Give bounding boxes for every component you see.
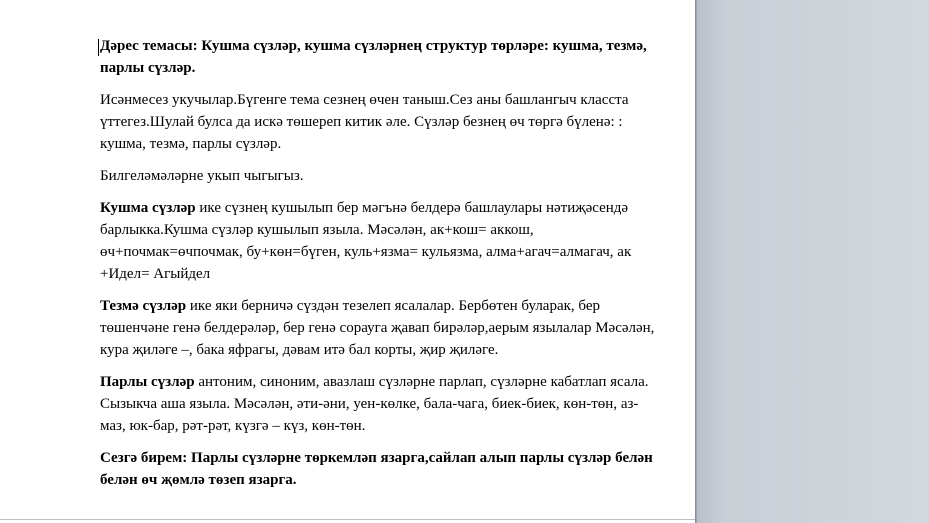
parly-definition: антоним, синоним, авазлаш сүзләрне парлап, сүзләрне кабатлап ясала. Сызыкча аша языла. Мәсәлән, әти-әни, уен-көлке, бала-чага, биек-биек, көн-төн, аз-маз, юк-бар, рәт-рәт, күзгә – күз, көн-төн. [100, 374, 649, 434]
kushma-definition: ике сүзнең кушылып бер мәгънә белдерә башлаулары нәтиҗәсендә барлыкка.Кушма сүзләр кушылып языла. Мәсәлән, ак+кош= аккош, өч+почмак=өчпочмак, бу+көн=бүген, куль+язма= кульязма, алма+агач=алмагач, ак +Идел= Агыйдел [100, 200, 632, 282]
text-cursor [98, 39, 99, 56]
tezme-definition: ике яки берничә сүздән тезелеп ясалалар. Бербөтен буларак, бер төшенчәне генә белдерәләр, бер генә сорауга җавап бирәләр,аерым язылалар Мәсәлән, кура җиләге –, бака яфрагы, дәвам итә бал корты, җир җиләге. [100, 298, 655, 358]
lesson-title-label: Дәрес темасы: [100, 38, 198, 54]
kushma-paragraph [100, 197, 660, 285]
parly-paragraph [100, 371, 660, 437]
parly-term: Парлы сүзләр [100, 374, 195, 390]
assignment-label: Сезгә бирем: [100, 450, 188, 466]
kushma-term: Кушма сүзләр [100, 200, 196, 216]
intro-paragraph: Исәнмесез укучылар.Бүгенге тема сезнең өчен таныш.Сез аны башлангыч класста үттегез.Шулай булса да искә төшереп китик әле. Сүзләр безнең өч төргә бүленә: : кушма, тезмә, парлы сүзләр. [100, 92, 629, 152]
document-body[interactable] [100, 35, 660, 501]
lesson-title-text: Кушма сүзләр, кушма сүзләрнең структур төрләре: кушма, тезмә, парлы сүзләр. [100, 38, 647, 76]
assignment-paragraph [100, 447, 660, 491]
tezme-paragraph [100, 295, 660, 361]
assignment-text: Парлы сүзләрне төркемләп язарга,сайлап алып парлы сүзләр белән белән өч җөмлә төзеп язарга. [100, 450, 653, 488]
tezme-term: Тезмә сүзләр [100, 298, 187, 314]
lesson-title [100, 35, 660, 79]
task-paragraph: Билгеләмәләрне укып чыгыгыз. [100, 168, 304, 184]
page-bottom-border [0, 519, 695, 520]
workspace-background [697, 0, 929, 523]
